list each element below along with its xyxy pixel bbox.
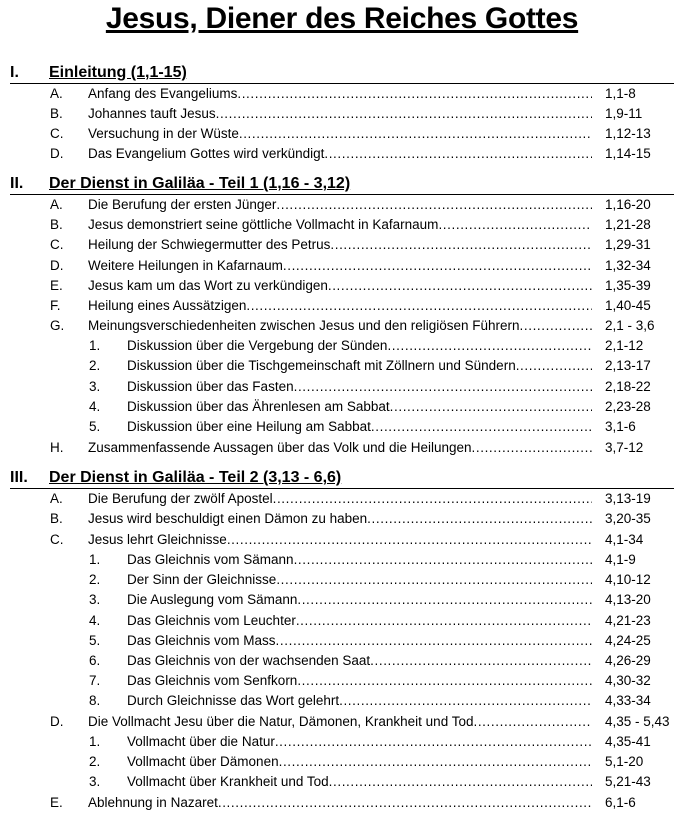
item-letter: C.: [50, 126, 64, 141]
subitem-label: Der Sinn der Gleichnisse: [127, 572, 277, 587]
dot-leader: [283, 256, 592, 276]
outline-subitem: [0, 356, 684, 376]
section-title: Der Dienst in Galiläa - Teil 1 (1,16 - 3,12): [49, 175, 351, 192]
item-label: Die Berufung der zwölf Apostel: [88, 491, 273, 506]
subitem-reference: 5,21-43: [605, 774, 651, 789]
item-reference: 3,13-19: [605, 491, 651, 506]
outline-item: [0, 489, 684, 509]
subitem-reference: 5,1-20: [605, 754, 644, 769]
item-letter: E.: [50, 278, 63, 293]
item-letter: G.: [50, 318, 65, 333]
subitem-label: Das Gleichnis vom Mass: [127, 633, 276, 648]
outline-subitem: [0, 772, 684, 792]
item-label: Die Berufung der ersten Jünger: [88, 197, 277, 212]
item-reference: 1,12-13: [605, 126, 651, 141]
outline-item: [0, 215, 684, 235]
dot-leader: [275, 732, 592, 752]
subitem-number: 3.: [89, 592, 101, 607]
outline-item: [0, 712, 684, 732]
item-label: Versuchung in der Wüste: [88, 126, 239, 141]
subitem-label: Diskussion über eine Heilung am Sabbat: [127, 419, 371, 434]
item-reference: 1,1-8: [605, 86, 636, 101]
subitem-label: Durch Gleichnisse das Wort gelehrt: [127, 693, 340, 708]
subitem-reference: 4,30-32: [605, 673, 651, 688]
item-label: Heilung der Schwiegermutter des Petrus: [88, 237, 331, 252]
outline-item: [0, 793, 684, 813]
outline-subitem: [0, 570, 684, 590]
outline-subitem: [0, 590, 684, 610]
dot-leader: [472, 438, 592, 458]
item-reference: 3,7-12: [605, 440, 644, 455]
item-reference: 1,14-15: [605, 146, 651, 161]
item-letter: H.: [50, 440, 64, 455]
subitem-label: Vollmacht über die Natur: [127, 734, 275, 749]
dot-leader: [367, 509, 592, 529]
item-label: Die Vollmacht Jesu über die Natur, Dämonen, Krankheit und Tod: [88, 714, 474, 729]
outline-subitem: [0, 691, 684, 711]
dot-leader: [438, 215, 592, 235]
item-label: Anfang des Evangeliums: [88, 86, 238, 101]
item-reference: 6,1-6: [605, 795, 636, 810]
item-reference: 1,40-45: [605, 298, 651, 313]
item-letter: B.: [50, 106, 63, 121]
dot-leader: [227, 530, 592, 550]
dot-leader: [237, 84, 592, 104]
subitem-reference: 4,10-12: [605, 572, 651, 587]
item-letter: B.: [50, 511, 63, 526]
outline-item: [0, 438, 684, 458]
dot-leader: [239, 124, 592, 144]
item-letter: C.: [50, 237, 64, 252]
subitem-number: 2.: [89, 572, 101, 587]
dot-leader: [328, 276, 592, 296]
subitem-number: 1.: [89, 338, 101, 353]
subitem-label: Diskussion über die Vergebung der Sünden: [127, 338, 388, 353]
dot-leader: [276, 195, 592, 215]
subitem-number: 2.: [89, 754, 101, 769]
dot-leader: [329, 772, 592, 792]
item-reference: 1,9-11: [605, 106, 643, 121]
subitem-reference: 2,23-28: [605, 399, 651, 414]
item-reference: 1,35-39: [605, 278, 651, 293]
section-number: III.: [10, 469, 28, 486]
dot-leader: [279, 752, 592, 772]
item-label: Jesus wird beschuldigt einen Dämon zu haben: [88, 511, 368, 526]
item-reference: 1,29-31: [605, 237, 651, 252]
outline-item: [0, 144, 684, 164]
subitem-label: Diskussion über das Fasten: [127, 379, 294, 394]
section-heading: [0, 174, 684, 194]
subitem-number: 4.: [89, 613, 101, 628]
section-number: II.: [10, 175, 24, 192]
subitem-number: 1.: [89, 734, 101, 749]
outline-item: [0, 124, 684, 144]
subitem-label: Die Auslegung vom Sämann: [127, 592, 298, 607]
outline-item: [0, 104, 684, 124]
subitem-reference: 4,13-20: [605, 592, 651, 607]
dot-leader: [296, 611, 592, 631]
subitem-number: 5.: [89, 419, 101, 434]
subitem-number: 4.: [89, 399, 101, 414]
dot-leader: [339, 691, 592, 711]
item-label: Ablehnung in Nazaret: [88, 795, 218, 810]
outline-item: [0, 296, 684, 316]
subitem-reference: 4,35-41: [605, 734, 651, 749]
item-reference: 2,1 - 3,6: [605, 318, 655, 333]
item-reference: 1,21-28: [605, 217, 651, 232]
item-label: Weitere Heilungen in Kafarnaum: [88, 258, 283, 273]
outline-item: [0, 195, 684, 215]
item-label: Jesus kam um das Wort zu verkündigen: [88, 278, 328, 293]
section-heading: [0, 63, 684, 83]
subitem-reference: 3,1-6: [605, 419, 636, 434]
outline-subitem: [0, 651, 684, 671]
item-reference: 1,32-34: [605, 258, 651, 273]
item-label: Johannes tauft Jesus: [88, 106, 216, 121]
subitem-label: Das Gleichnis vom Sämann: [127, 552, 294, 567]
subitem-label: Diskussion über die Tischgemeinschaft mit Zöllnern und Sündern: [127, 358, 516, 373]
dot-leader: [387, 336, 592, 356]
subitem-number: 7.: [89, 673, 101, 688]
dot-leader: [520, 316, 592, 336]
subitem-number: 3.: [89, 379, 101, 394]
item-label: Zusammenfassende Aussagen über das Volk und die Heilungen: [88, 440, 472, 455]
outline-subitem: [0, 631, 684, 651]
outline-subitem: [0, 377, 684, 397]
item-reference: 4,1-34: [605, 532, 644, 547]
item-letter: E.: [50, 795, 63, 810]
subitem-number: 1.: [89, 552, 101, 567]
dot-leader: [294, 550, 592, 570]
outline-subitem: [0, 732, 684, 752]
item-label: Meinungsverschiedenheiten zwischen Jesus und den religiösen Führern: [88, 318, 520, 333]
dot-leader: [370, 651, 592, 671]
dot-leader: [330, 235, 592, 255]
document-title: Jesus, Diener des Reiches Gottes: [105, 2, 579, 35]
item-label: Das Evangelium Gottes wird verkündigt: [88, 146, 325, 161]
outline-item: [0, 509, 684, 529]
dot-leader: [216, 104, 592, 124]
dot-leader: [246, 296, 592, 316]
dot-leader: [390, 397, 592, 417]
item-letter: D.: [50, 258, 64, 273]
dot-leader: [324, 144, 592, 164]
outline-item: [0, 256, 684, 276]
outline-subitem: [0, 397, 684, 417]
item-letter: C.: [50, 532, 64, 547]
item-label: Jesus demonstriert seine göttliche Vollmacht in Kafarnaum: [88, 217, 439, 232]
subitem-reference: 2,1-12: [605, 338, 644, 353]
subitem-reference: 4,33-34: [605, 693, 651, 708]
item-reference: 4,35 - 5,43: [605, 714, 670, 729]
subitem-reference: 4,1-9: [605, 552, 636, 567]
dot-leader: [273, 489, 592, 509]
item-letter: A.: [50, 491, 63, 506]
dot-leader: [371, 417, 592, 437]
subitem-number: 3.: [89, 774, 101, 789]
subitem-label: Das Gleichnis von der wachsenden Saat: [127, 653, 371, 668]
item-letter: A.: [50, 86, 63, 101]
outline-subitem: [0, 611, 684, 631]
item-label: Heilung eines Aussätzigen: [88, 298, 247, 313]
dot-leader: [294, 377, 592, 397]
section-title: Der Dienst in Galiläa - Teil 2 (3,13 - 6,6): [49, 469, 342, 486]
subitem-label: Vollmacht über Krankheit und Tod: [127, 774, 329, 789]
outline-item: [0, 276, 684, 296]
outline-subitem: [0, 417, 684, 437]
subitem-number: 8.: [89, 693, 101, 708]
subitem-number: 2.: [89, 358, 101, 373]
item-letter: D.: [50, 146, 64, 161]
section-title: Einleitung (1,1-15): [49, 64, 187, 81]
item-label: Jesus lehrt Gleichnisse: [88, 532, 227, 547]
subitem-reference: 4,21-23: [605, 613, 651, 628]
dot-leader: [276, 570, 592, 590]
item-letter: F.: [50, 298, 61, 313]
subitem-number: 6.: [89, 653, 101, 668]
dot-leader: [516, 356, 592, 376]
dot-leader: [297, 671, 592, 691]
outline-item: [0, 530, 684, 550]
item-letter: A.: [50, 197, 63, 212]
dot-leader: [218, 793, 592, 813]
outline-subitem: [0, 336, 684, 356]
subitem-label: Das Gleichnis vom Senfkorn: [127, 673, 298, 688]
dot-leader: [297, 590, 592, 610]
subitem-reference: 2,18-22: [605, 379, 651, 394]
item-reference: 3,20-35: [605, 511, 651, 526]
outline-subitem: [0, 752, 684, 772]
dot-leader: [473, 712, 592, 732]
outline-item: [0, 235, 684, 255]
subitem-reference: 4,26-29: [605, 653, 651, 668]
subitem-reference: 2,13-17: [605, 358, 651, 373]
outline-item: [0, 316, 684, 336]
outline-subitem: [0, 671, 684, 691]
subitem-reference: 4,24-25: [605, 633, 651, 648]
outline-item: [0, 84, 684, 104]
section-heading: [0, 468, 684, 488]
item-reference: 1,16-20: [605, 197, 651, 212]
subitem-number: 5.: [89, 633, 101, 648]
outline-subitem: [0, 550, 684, 570]
subitem-label: Vollmacht über Dämonen: [127, 754, 279, 769]
section-number: I.: [10, 64, 19, 81]
item-letter: D.: [50, 714, 64, 729]
item-letter: B.: [50, 217, 63, 232]
dot-leader: [276, 631, 592, 651]
subitem-label: Diskussion über das Ährenlesen am Sabbat: [127, 399, 390, 414]
subitem-label: Das Gleichnis vom Leuchter: [127, 613, 296, 628]
